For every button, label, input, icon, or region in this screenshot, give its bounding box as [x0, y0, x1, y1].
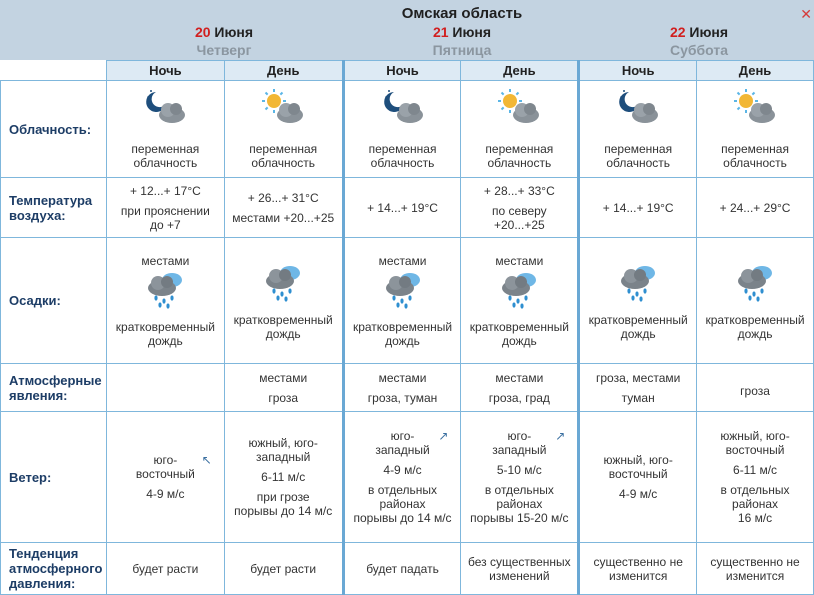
precipitation-text: кратковременный — [115, 319, 215, 334]
phenomena-text: гроза, туман — [367, 390, 438, 405]
period-night: Ночь — [106, 61, 224, 81]
precipitation-text: кратковременный — [233, 312, 333, 327]
row-label-wind: Ветер: — [1, 412, 107, 543]
wind-note: в отдельных — [484, 483, 554, 497]
day-number: 22 — [669, 24, 686, 40]
cloud-text: облачность — [606, 156, 671, 170]
precipitation-text: дождь — [265, 326, 301, 341]
wind-cell — [106, 412, 224, 543]
precipitation-scope: местами — [378, 253, 427, 268]
row-label-precipitation: Осадки: — [1, 238, 107, 364]
wind-note: порывы до 14 м/с — [353, 511, 452, 525]
precipitation-cell — [697, 238, 814, 364]
cloud-text: облачность — [251, 156, 316, 170]
temperature-value: + 26...+ 31°C — [247, 190, 319, 205]
wind-cell — [579, 412, 697, 543]
precipitation-text: дождь — [501, 333, 537, 348]
precipitation-text: дождь — [620, 326, 656, 341]
precipitation-text: кратковременный — [469, 319, 569, 334]
precipitation-cell — [579, 238, 697, 364]
row-label-temperature — [1, 178, 107, 238]
row-label-line: атмосферного — [9, 561, 103, 576]
rain-cloud-icon — [380, 268, 426, 310]
day-month: Июня — [214, 24, 254, 40]
wind-speed: 4-9 м/с — [619, 487, 658, 501]
day-number: 21 — [432, 24, 449, 40]
cloud-text: переменная — [368, 142, 437, 156]
precipitation-cell — [461, 238, 579, 364]
temperature-value: + 28...+ 33°C — [483, 183, 555, 198]
precipitation-text: дождь — [385, 333, 420, 348]
cloud-text: облачность — [370, 156, 435, 170]
cloud-text: облачность — [723, 156, 787, 170]
precipitation-cell — [343, 238, 461, 364]
wind-note: в отдельных — [720, 483, 790, 497]
wind-direction: юго- — [507, 429, 532, 443]
day-header — [344, 24, 580, 59]
clouds-cell — [697, 81, 814, 178]
temperature-cell — [106, 178, 224, 238]
rain-cloud-icon — [732, 261, 778, 303]
pressure-cell — [106, 543, 224, 595]
cloud-text: переменная — [721, 142, 789, 156]
day-weekday: Пятница — [432, 42, 492, 58]
temperature-value: + 14...+ 19°C — [367, 200, 438, 215]
precipitation-cell — [224, 238, 343, 364]
clouds-cell — [224, 81, 343, 178]
wind-direction: южный, юго- — [720, 429, 790, 443]
period-night: Ночь — [579, 61, 697, 81]
pressure-cell — [343, 543, 461, 595]
cloud-text: переменная — [131, 142, 200, 156]
wind-direction: юго- — [390, 429, 415, 443]
wind-direction: западный — [492, 443, 547, 457]
sun-cloud-icon — [496, 88, 542, 128]
pressure-text: существенно не — [710, 554, 800, 569]
temperature-row — [1, 178, 814, 238]
day-weekday: Суббота — [669, 42, 729, 58]
moon-cloud-icon — [615, 88, 661, 128]
phenomena-text: гроза — [740, 383, 770, 398]
wind-note: порывы 15-20 м/с — [470, 511, 569, 525]
moon-cloud-icon — [380, 88, 426, 128]
wind-speed: 6-11 м/с — [261, 470, 306, 484]
wind-row — [1, 412, 814, 543]
wind-note: районах — [379, 497, 426, 511]
temperature-note: при прояснении — [120, 203, 210, 218]
wind-arrow-icon: ↗ — [438, 429, 449, 443]
phenomena-text: туман — [621, 390, 655, 405]
cloud-text: облачность — [487, 156, 552, 170]
row-label-line: Тенденция — [9, 546, 79, 561]
precipitation-text: дождь — [147, 333, 183, 348]
pressure-text: будет падать — [366, 561, 439, 576]
phenomena-text: местами — [378, 370, 427, 385]
rain-cloud-icon — [496, 268, 542, 310]
day-header — [106, 24, 342, 59]
wind-speed: 5-10 м/с — [496, 463, 542, 477]
wind-note: 16 м/с — [737, 511, 773, 525]
wind-cell — [697, 412, 814, 543]
forecast-table — [0, 60, 814, 595]
pressure-cell — [461, 543, 579, 595]
temperature-cell — [579, 178, 697, 238]
day-month: Июня — [452, 24, 492, 40]
day-header — [581, 24, 814, 59]
wind-direction: южный, юго- — [248, 436, 318, 450]
wind-note: при грозе — [256, 490, 310, 504]
row-label-line: воздуха: — [9, 207, 66, 223]
row-label-clouds: Облачность: — [1, 81, 107, 178]
wind-direction: южный, юго- — [603, 453, 673, 467]
wind-cell — [343, 412, 461, 543]
temperature-cell — [461, 178, 579, 238]
pressure-row — [1, 543, 814, 595]
row-label-line: давления: — [9, 576, 76, 591]
cloud-text: переменная — [604, 142, 673, 156]
temperature-note: до +7 — [150, 217, 181, 232]
row-label-line: Атмосферные — [9, 372, 102, 388]
wind-note: в отдельных — [368, 483, 438, 497]
clouds-cell — [343, 81, 461, 178]
precipitation-scope: местами — [141, 253, 190, 268]
rain-cloud-icon — [260, 261, 306, 303]
wind-direction: юго- — [153, 453, 178, 467]
pressure-text: изменится — [725, 568, 785, 583]
row-label-phenomena — [1, 364, 107, 412]
clouds-cell — [461, 81, 579, 178]
phenomena-cell — [106, 364, 224, 412]
temperature-value: + 12...+ 17°C — [129, 183, 201, 198]
temperature-note: +20...+25 — [493, 217, 545, 232]
phenomena-cell — [461, 364, 579, 412]
row-label-line: Температура — [9, 192, 93, 208]
period-row — [1, 61, 814, 81]
rain-cloud-icon — [615, 261, 661, 303]
pressure-text: существенно не — [593, 554, 683, 569]
period-day: День — [697, 61, 814, 81]
phenomena-cell — [224, 364, 343, 412]
wind-direction: восточный — [608, 467, 668, 481]
temperature-note: местами +20...+25 — [232, 210, 335, 225]
wind-speed: 4-9 м/с — [146, 487, 185, 501]
pressure-text: будет расти — [250, 561, 317, 576]
phenomena-text: местами — [259, 370, 308, 385]
pressure-text: изменится — [609, 568, 668, 583]
precipitation-text: дождь — [737, 326, 773, 341]
wind-direction: восточный — [135, 467, 195, 481]
clouds-cell — [106, 81, 224, 178]
wind-arrow-icon: ↖ — [201, 453, 212, 467]
pressure-text: изменений — [489, 568, 550, 583]
wind-direction: западный — [256, 450, 311, 464]
temperature-value: + 24...+ 29°C — [719, 200, 791, 215]
wind-direction: западный — [375, 443, 430, 457]
region-title: Омская область — [401, 5, 523, 22]
precipitation-scope: местами — [495, 253, 544, 268]
wind-note: порывы до 14 м/с — [234, 504, 333, 518]
phenomena-cell — [579, 364, 697, 412]
clouds-row — [1, 81, 814, 178]
period-day: День — [461, 61, 579, 81]
phenomena-text: гроза, местами — [596, 370, 681, 385]
wind-cell — [461, 412, 579, 543]
pressure-text: будет расти — [132, 561, 199, 576]
cloud-text: облачность — [133, 156, 198, 170]
pressure-cell — [224, 543, 343, 595]
wind-speed: 4-9 м/с — [383, 463, 422, 477]
day-number: 20 — [194, 24, 211, 40]
clouds-cell — [579, 81, 697, 178]
temperature-cell — [224, 178, 343, 238]
wind-cell — [224, 412, 343, 543]
precipitation-text: кратковременный — [705, 312, 805, 327]
wind-direction: восточный — [725, 443, 785, 457]
wind-speed: 6-11 м/с — [733, 463, 778, 477]
sun-cloud-icon — [732, 88, 778, 128]
cloud-text: переменная — [485, 142, 554, 156]
day-weekday: Четверг — [196, 42, 252, 58]
temperature-cell — [697, 178, 814, 238]
precipitation-text: кратковременный — [352, 319, 453, 334]
phenomena-cell — [697, 364, 814, 412]
phenomena-row — [1, 364, 814, 412]
moon-cloud-icon — [142, 88, 188, 128]
phenomena-text: гроза, град — [488, 390, 550, 405]
close-icon[interactable]: ✕ — [800, 6, 812, 22]
forecast-header — [0, 0, 814, 60]
pressure-text: без существенных — [468, 554, 571, 569]
phenomena-cell — [343, 364, 461, 412]
cloud-text: переменная — [249, 142, 318, 156]
period-night: Ночь — [343, 61, 461, 81]
wind-note: районах — [496, 497, 543, 511]
row-label-pressure — [1, 543, 107, 595]
sun-cloud-icon — [260, 88, 306, 128]
pressure-cell — [697, 543, 814, 595]
temperature-note: по северу — [492, 203, 547, 218]
wind-note: районах — [732, 497, 779, 511]
phenomena-text: местами — [495, 370, 544, 385]
temperature-cell — [343, 178, 461, 238]
precipitation-text: кратковременный — [588, 312, 688, 327]
row-label-line: явления: — [9, 387, 68, 403]
precipitation-row — [1, 238, 814, 364]
wind-arrow-icon: ↗ — [555, 429, 566, 443]
rain-cloud-icon — [142, 268, 188, 310]
day-month: Июня — [689, 24, 729, 40]
phenomena-text: гроза — [268, 390, 299, 405]
period-day: День — [224, 61, 343, 81]
precipitation-cell — [106, 238, 224, 364]
pressure-cell — [579, 543, 697, 595]
temperature-value: + 14...+ 19°C — [602, 200, 674, 215]
